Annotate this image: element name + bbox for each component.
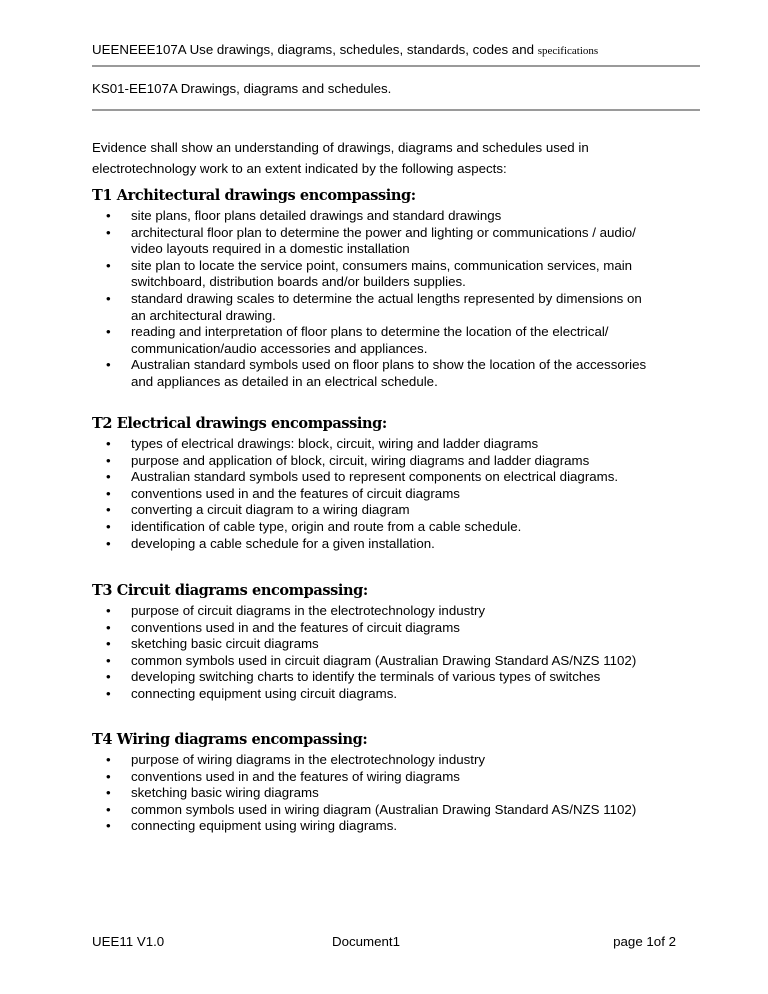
bullet-icon: • <box>106 785 111 801</box>
list-item-text: purpose of wiring diagrams in the electrotechnology industry <box>131 752 486 767</box>
section-heading: T1 Architectural drawings encompassing: <box>92 187 416 204</box>
list-item <box>92 436 651 453</box>
list-item <box>92 818 651 835</box>
list-item <box>92 536 651 553</box>
list-item-text: developing a cable schedule for a given installation. <box>131 535 435 551</box>
footer-center: Document1 <box>332 934 400 949</box>
section-1 <box>92 187 651 391</box>
list-item-text: sketching basic circuit diagrams <box>131 636 319 652</box>
list-item-text: sketching basic wiring diagrams <box>131 785 319 801</box>
list-item-text: types of electrical drawings: block, circuit, wiring and ladder diagrams <box>131 436 539 451</box>
bullet-icon: • <box>106 324 111 340</box>
list-item <box>92 785 651 802</box>
bullet-list <box>92 436 651 552</box>
bullet-icon: • <box>106 768 111 784</box>
list-item-text: purpose and application of block, circuit, wiring diagrams and ladder diagrams <box>131 452 590 468</box>
bullet-list <box>92 603 651 703</box>
bullet-icon: • <box>106 224 111 240</box>
bullet-icon: • <box>106 818 111 834</box>
list-item <box>92 802 651 819</box>
list-item <box>92 620 651 637</box>
list-item-text: conventions used in and the features of circuit diagrams <box>131 619 460 635</box>
list-item <box>92 653 651 670</box>
section-heading: T3 Circuit diagrams encompassing: <box>92 582 368 599</box>
list-item <box>92 258 651 291</box>
list-item <box>92 208 651 225</box>
list-item <box>92 686 651 703</box>
bullet-icon: • <box>106 535 111 551</box>
list-item-text: conventions used in and the features of circuit diagrams <box>131 485 460 501</box>
list-item <box>92 669 651 686</box>
bullet-icon: • <box>106 502 111 518</box>
list-item <box>92 636 651 653</box>
bullet-icon: • <box>106 603 111 618</box>
header-rule <box>92 65 700 67</box>
list-item-text: common symbols used in circuit diagram (Australian Drawing Standard AS/NZS 1102) <box>131 652 637 668</box>
bullet-list <box>92 208 651 391</box>
header-title: UEENEEE107A Use drawings, diagrams, schedules, standards, codes and <box>92 42 538 57</box>
bullet-icon: • <box>106 208 111 223</box>
bullet-icon: • <box>106 801 111 817</box>
list-item-text: common symbols used in wiring diagram (Australian Drawing Standard AS/NZS 1102) <box>131 801 637 817</box>
list-item-text: architectural floor plan to determine the power and lighting or communications / audio/ video layouts required in a domestic installation <box>131 224 636 257</box>
list-item-text: site plan to locate the service point, consumers mains, communication services, main switchboard, distribution boards and/or builders supplies. <box>131 257 633 290</box>
intro-paragraph: Evidence shall show an understanding of drawings, diagrams and schedules used in electrotechnology work to an extent indicated by the following aspects: <box>92 140 589 176</box>
list-item-text: connecting equipment using circuit diagrams. <box>131 685 398 701</box>
bullet-icon: • <box>106 518 111 534</box>
bullet-icon: • <box>106 357 111 373</box>
list-item <box>92 769 651 786</box>
header-title-tail: specifications <box>537 45 599 57</box>
list-item <box>92 603 651 620</box>
list-item-text: identification of cable type, origin and route from a cable schedule. <box>131 518 522 534</box>
list-item-text: Australian standard symbols used on floor plans to show the location of the accessories and appliances as detailed in an electrical schedule. <box>131 357 647 389</box>
list-item <box>92 519 651 536</box>
section-2 <box>92 415 651 552</box>
bullet-icon: • <box>106 619 111 635</box>
bullet-icon: • <box>106 452 111 468</box>
list-item <box>92 291 651 324</box>
subtitle: KS01-EE107A Drawings, diagrams and schedules. <box>92 81 392 96</box>
list-item-text: connecting equipment using wiring diagrams. <box>131 818 398 834</box>
bullet-icon: • <box>106 636 111 652</box>
bullet-icon: • <box>106 436 111 451</box>
list-item-text: conventions used in and the features of wiring diagrams <box>131 768 460 784</box>
footer-left: UEE11 V1.0 <box>92 934 165 949</box>
bullet-icon: • <box>106 485 111 501</box>
list-item <box>92 469 651 486</box>
bullet-icon: • <box>106 469 111 485</box>
bullet-icon: • <box>106 290 111 306</box>
section-heading: T2 Electrical drawings encompassing: <box>92 415 387 432</box>
list-item <box>92 752 651 769</box>
bullet-icon: • <box>106 685 111 701</box>
list-item-text: reading and interpretation of floor plans to determine the location of the electrical/ communication/audio accessories and appliances. <box>131 324 609 356</box>
bullet-icon: • <box>106 652 111 668</box>
list-item-text: developing switching charts to identify the terminals of various types of switches <box>131 669 601 685</box>
list-item-text: site plans, floor plans detailed drawings and standard drawings <box>131 208 502 223</box>
list-item <box>92 453 651 470</box>
bullet-icon: • <box>106 669 111 685</box>
list-item <box>92 357 651 390</box>
section-heading: T4 Wiring diagrams encompassing: <box>92 731 368 748</box>
list-item-text: Australian standard symbols used to represent components on electrical diagrams. <box>131 469 619 485</box>
bullet-list <box>92 752 651 835</box>
list-item <box>92 486 651 503</box>
section-3 <box>92 582 651 703</box>
subtitle-rule <box>92 109 700 111</box>
footer-right: page 1of 2 <box>613 934 676 949</box>
list-item <box>92 502 651 519</box>
list-item-text: standard drawing scales to determine the actual lengths represented by dimensions on an architectural drawing. <box>131 290 642 323</box>
list-item-text: purpose of circuit diagrams in the electrotechnology industry <box>131 603 486 618</box>
bullet-icon: • <box>106 752 111 767</box>
page-header <box>92 42 676 57</box>
list-item-text: converting a circuit diagram to a wiring diagram <box>131 502 410 518</box>
section-4 <box>92 731 651 835</box>
list-item <box>92 324 651 357</box>
list-item <box>92 225 651 258</box>
bullet-icon: • <box>106 257 111 273</box>
